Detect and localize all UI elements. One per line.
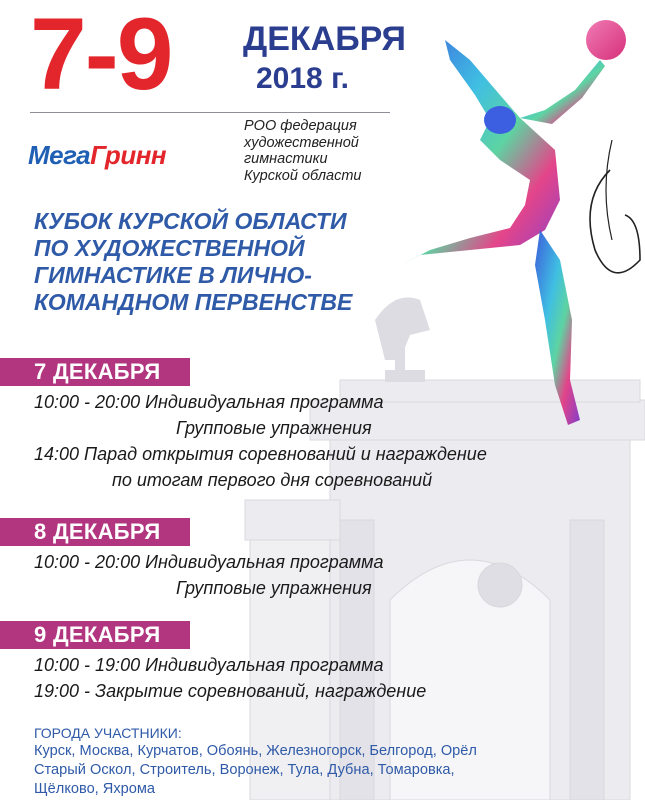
organizer-line: художественной (244, 134, 359, 151)
day-label: 7 ДЕКАБРЯ (34, 359, 161, 384)
organizer-line: РОО федерация (244, 118, 357, 134)
schedule-line: Групповые упражнения (176, 418, 372, 438)
logo-part-grinn: Гринн (90, 140, 167, 170)
title-line: КОМАНДНОМ ПЕРВЕНСТВЕ (34, 289, 353, 315)
schedule-line: по итогам первого дня соревнований (112, 470, 433, 490)
day-label: 9 ДЕКАБРЯ (34, 622, 161, 647)
schedule-line: 14:00 Парад открытия соревнований и награждение (34, 444, 487, 464)
organizer-line: Курской области (244, 167, 362, 184)
gymnast-illustration (395, 20, 640, 425)
schedule-line: 10:00 - 19:00 Индивидуальная программа (34, 655, 384, 675)
organizer-text (244, 118, 414, 184)
cities-heading: ГОРОДА УЧАСТНИКИ: (34, 725, 182, 741)
cities-line: Старый Оскол, Строитель, Воронеж, Тула, Дубна, Томаровка, (34, 762, 455, 778)
title-line: ГИМНАСТИКЕ В ЛИЧНО- (34, 262, 312, 288)
megagrinn-logo (28, 140, 166, 170)
event-title (34, 208, 404, 316)
event-month: ДЕКАБРЯ (243, 20, 406, 58)
day-label: 8 ДЕКАБРЯ (34, 519, 161, 544)
logo-part-mega: Мега (28, 140, 91, 170)
header-divider (30, 112, 390, 113)
event-dates: 7-9 (30, 0, 172, 111)
title-line: КУБОК КУРСКОЙ ОБЛАСТИ (34, 208, 347, 234)
event-year: 2018 г. (256, 62, 349, 95)
schedule-line: 10:00 - 20:00 Индивидуальная программа (34, 552, 384, 572)
title-line: ПО ХУДОЖЕСТВЕННОЙ (34, 235, 305, 261)
organizer-line: гимнастики (244, 151, 328, 167)
schedule-line: Групповые упражнения (176, 578, 372, 598)
schedule-line: 19:00 - Закрытие соревнований, награждение (34, 681, 427, 701)
cities-line: Щёлково, Яхрома (34, 781, 156, 797)
schedule-line: 10:00 - 20:00 Индивидуальная программа (34, 392, 384, 412)
ball-icon (586, 20, 626, 60)
cities-list (34, 742, 614, 799)
cities-line: Курск, Москва, Курчатов, Обоянь, Железногорск, Белгород, Орёл (34, 743, 477, 759)
